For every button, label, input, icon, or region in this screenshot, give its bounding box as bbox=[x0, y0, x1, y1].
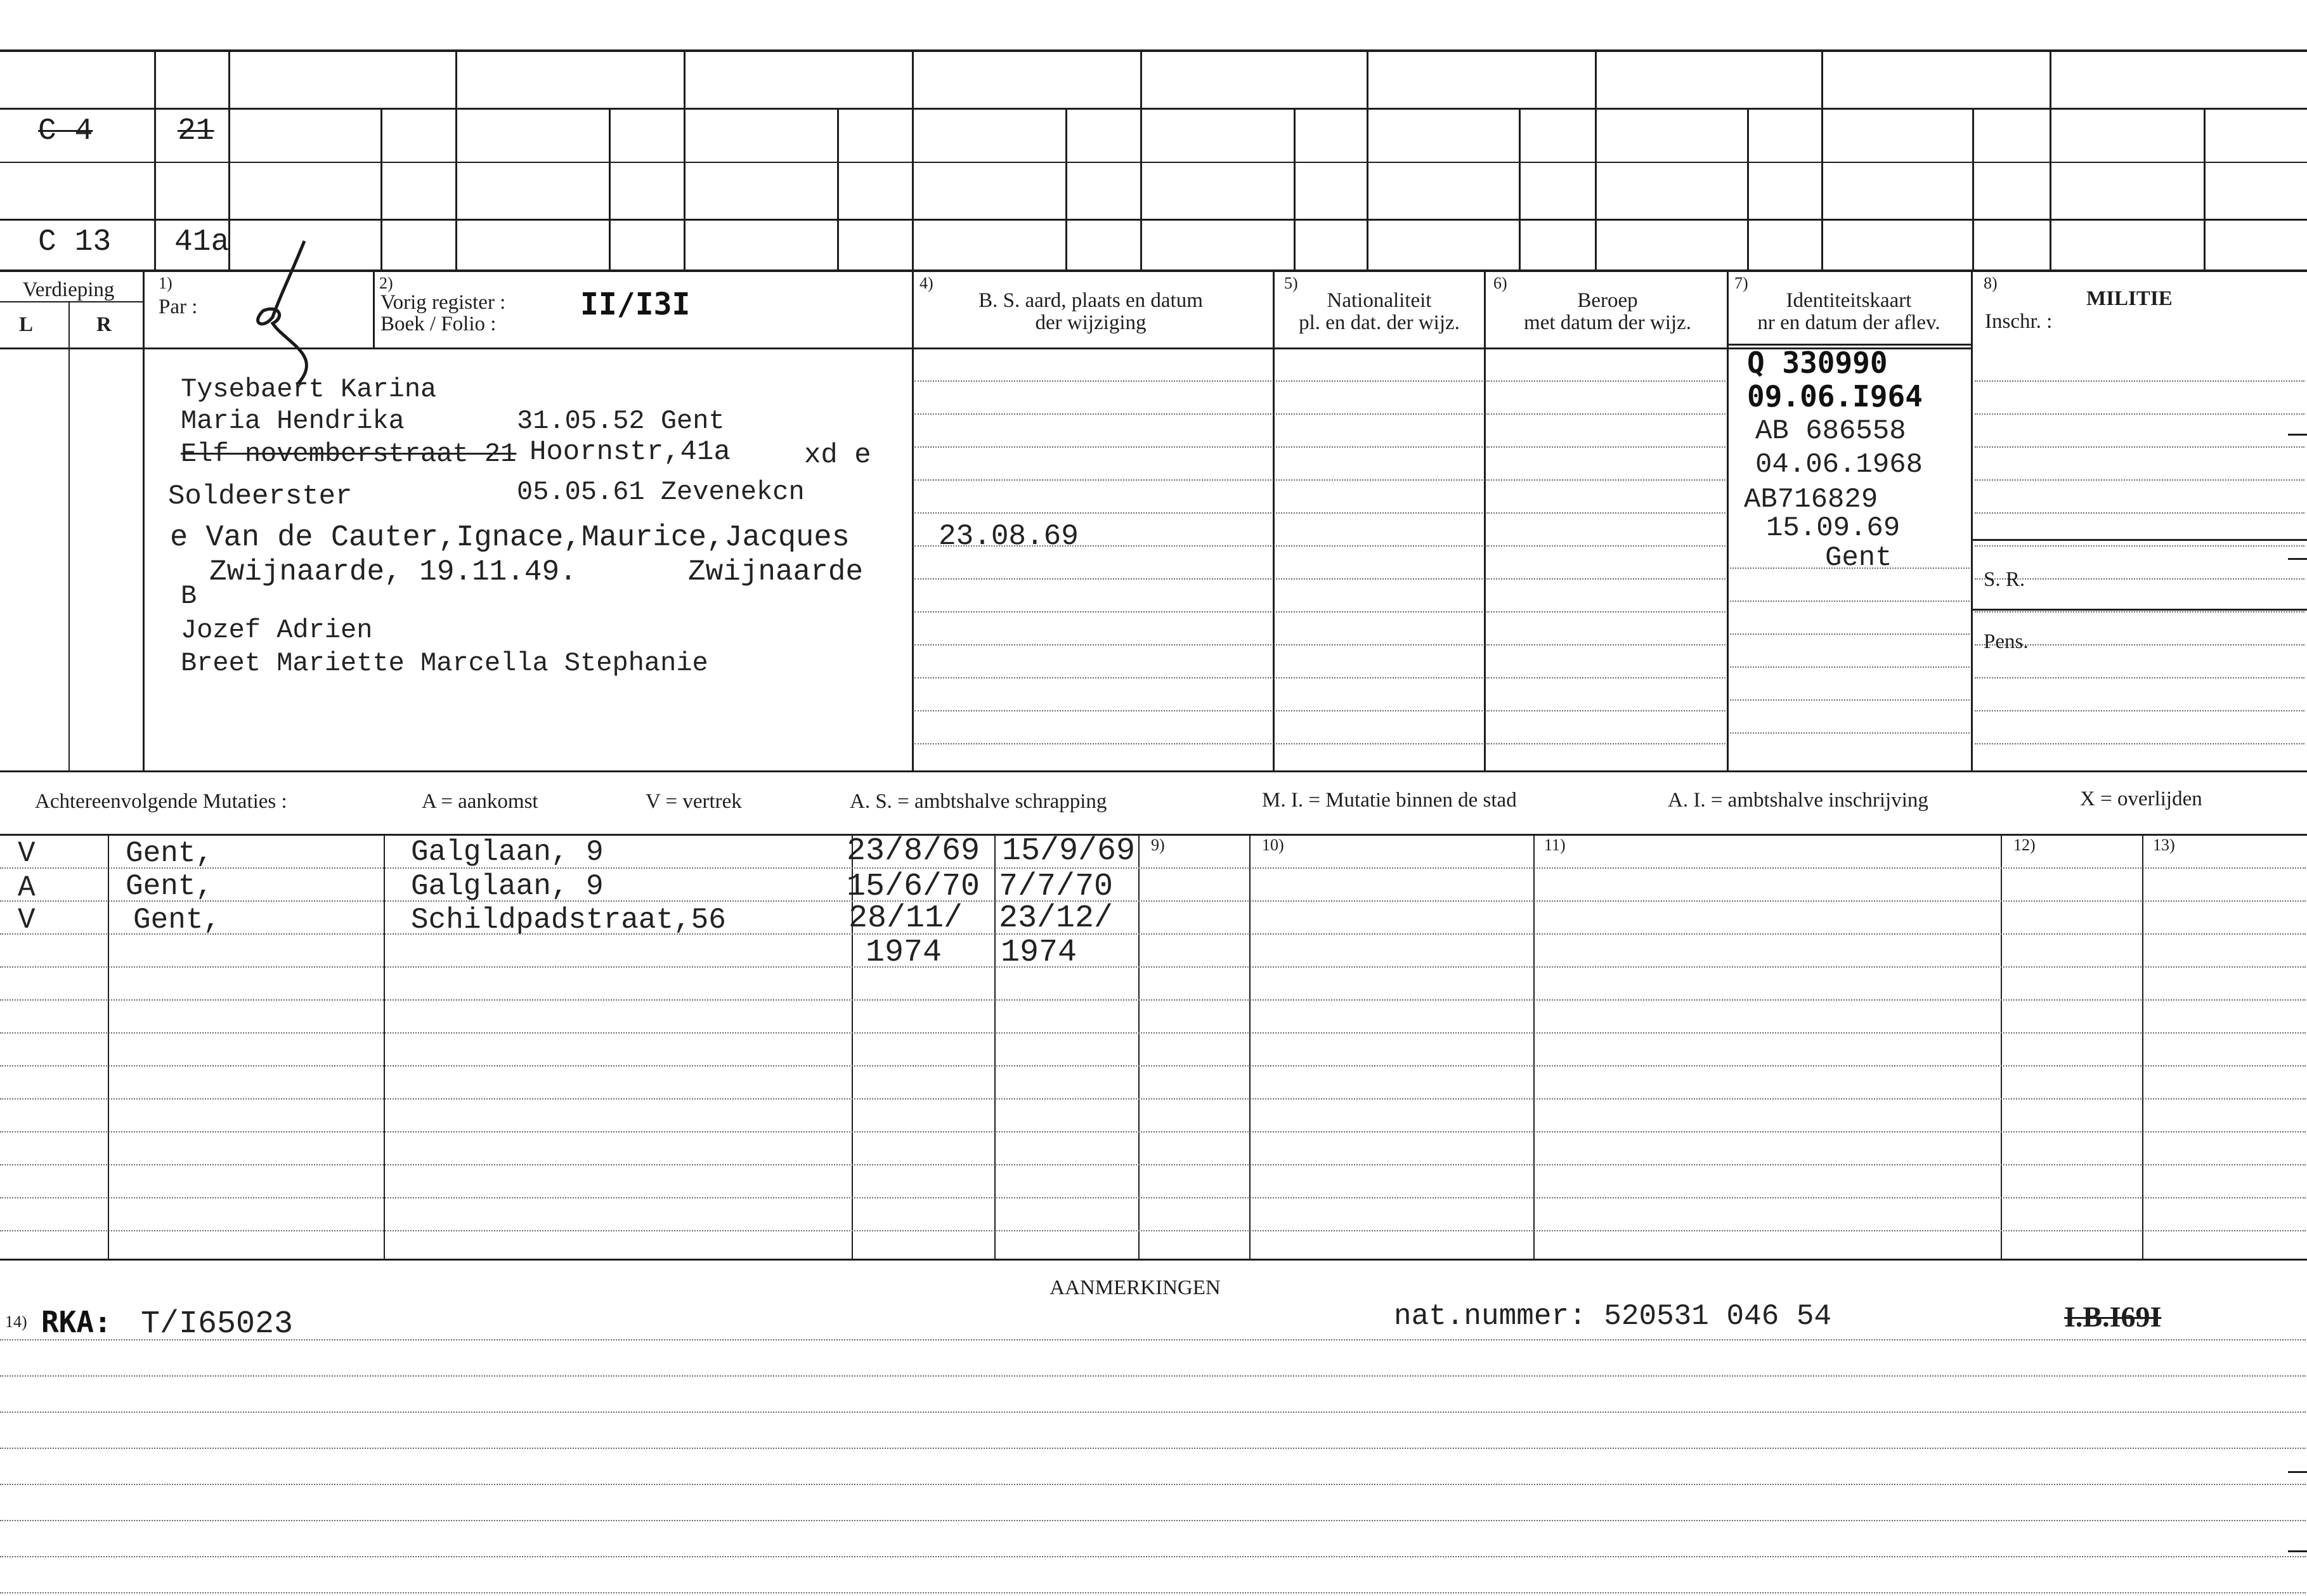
dotted-rule bbox=[1486, 710, 1725, 711]
code-row1-col1: C 4 bbox=[38, 114, 93, 148]
dotted-rule bbox=[1486, 545, 1725, 547]
dotted-rule bbox=[914, 380, 1271, 382]
bs-entry: 23.08.69 bbox=[939, 520, 1079, 553]
person-given-names: Maria Hendrika bbox=[181, 406, 405, 436]
grid-vline bbox=[2050, 51, 2051, 269]
mutatie-city: Gent, bbox=[133, 904, 221, 937]
dotted-rule bbox=[0, 1230, 2306, 1231]
mutaties-vline bbox=[2001, 834, 2002, 1259]
militie-sr-line bbox=[1972, 539, 2307, 541]
col-divider bbox=[1273, 271, 1275, 770]
grid-vline bbox=[1065, 108, 1067, 269]
legend-ambtshalve-schrapping: A. S. = ambtshalve schrapping bbox=[850, 790, 1107, 813]
edge-tick bbox=[2288, 1471, 2307, 1473]
aanmerkingen-number: 14) bbox=[5, 1313, 27, 1331]
dotted-rule bbox=[1486, 743, 1725, 744]
person-birth: 31.05.52 Gent bbox=[517, 406, 725, 436]
col7-number: 7) bbox=[1734, 274, 1748, 292]
dotted-rule bbox=[1276, 479, 1483, 481]
dotted-rule bbox=[1276, 644, 1483, 646]
dotted-rule bbox=[0, 1375, 2306, 1377]
dotted-rule bbox=[0, 1484, 2306, 1485]
par-scribble-mark bbox=[235, 235, 336, 393]
dotted-rule bbox=[1975, 710, 2304, 711]
legend-mutatie-stad: M. I. = Mutatie binnen de stad bbox=[1262, 789, 1517, 812]
bs-aard-line1: B. S. aard, plaats en datum bbox=[978, 289, 1203, 312]
dotted-rule bbox=[1486, 479, 1725, 481]
col5-number: 5) bbox=[1284, 274, 1298, 292]
dotted-rule bbox=[914, 611, 1271, 613]
mutatie-date2-year: 1974 bbox=[1001, 935, 1077, 971]
boek-folio-label: Boek / Folio : bbox=[380, 313, 497, 335]
dotted-rule bbox=[1276, 677, 1483, 678]
dotted-rule bbox=[1276, 380, 1483, 382]
col-divider bbox=[912, 271, 914, 770]
nationaliteit-line2: pl. en dat. der wijz. bbox=[1299, 311, 1460, 334]
occupation: Soldeerster bbox=[168, 481, 353, 512]
mutatie-type: V bbox=[18, 904, 36, 937]
dotted-rule bbox=[1730, 732, 1970, 734]
mutaties-title: Achtereenvolgende Mutaties : bbox=[35, 790, 287, 813]
mutatie-date2: 7/7/70 bbox=[999, 869, 1114, 905]
occupation-date: 05.05.61 Zevenekcn bbox=[517, 477, 805, 507]
vorig-register-value: II/I3I bbox=[580, 287, 691, 322]
grid-line bbox=[0, 108, 2307, 110]
father-name: Jozef Adrien bbox=[181, 615, 373, 646]
person-name: Tysebaert Karina bbox=[181, 374, 437, 405]
dotted-rule bbox=[0, 1411, 2306, 1413]
dotted-rule bbox=[1276, 446, 1483, 448]
col2-number: 2) bbox=[379, 274, 393, 292]
col-divider bbox=[143, 271, 145, 770]
identiteitskaart-line2: nr en datum der aflev. bbox=[1757, 311, 1940, 334]
mutaties-vline bbox=[2142, 834, 2143, 1259]
grid-vline bbox=[1367, 51, 1368, 269]
col-divider bbox=[1727, 271, 1729, 770]
dotted-rule bbox=[914, 512, 1271, 514]
grid-vline bbox=[684, 51, 686, 269]
grid-vline bbox=[609, 108, 611, 269]
nationaliteit-line1: Nationaliteit bbox=[1327, 289, 1432, 312]
dotted-rule bbox=[1975, 545, 2304, 547]
legend-overlijden: X = overlijden bbox=[2080, 788, 2202, 810]
dotted-rule bbox=[1276, 611, 1483, 613]
dotted-rule bbox=[1276, 545, 1483, 547]
spouse-town: Zwijnaarde bbox=[688, 555, 864, 588]
dotted-rule bbox=[0, 1592, 2306, 1593]
dotted-rule bbox=[0, 867, 2306, 869]
beroep-line1: Beroep bbox=[1577, 289, 1638, 312]
grid-vline bbox=[837, 108, 839, 269]
grid-line bbox=[0, 219, 2307, 221]
xd-e-mark: xd e bbox=[804, 439, 871, 471]
mutaties-col11-number: 11) bbox=[1544, 836, 1566, 854]
grid-line bbox=[0, 269, 2307, 272]
mutatie-city: Gent, bbox=[126, 870, 214, 903]
aanmerkingen-title: AANMERKINGEN bbox=[1050, 1276, 1221, 1299]
reference-code: I.B.I69I bbox=[2064, 1301, 2162, 1333]
dotted-rule bbox=[0, 999, 2306, 1001]
id-card-date: 15.09.69 bbox=[1766, 512, 1901, 544]
dotted-rule bbox=[914, 578, 1271, 580]
r-label: R bbox=[96, 313, 112, 336]
grid-vline bbox=[455, 51, 457, 269]
dotted-rule bbox=[0, 1065, 2306, 1067]
dotted-rule bbox=[914, 479, 1271, 481]
bs-aard-line2: der wijziging bbox=[1035, 311, 1147, 334]
code-row2-col2: 41a bbox=[174, 225, 230, 259]
mutatie-date1-year: 1974 bbox=[866, 935, 942, 971]
legend-vertrek: V = vertrek bbox=[646, 790, 742, 813]
grid-vline bbox=[1294, 108, 1296, 269]
dotted-rule bbox=[0, 1032, 2306, 1034]
b-mark: B bbox=[181, 581, 197, 611]
l-label: L bbox=[19, 313, 34, 336]
verdieping-label: Verdieping bbox=[22, 278, 115, 301]
mutaties-col10-number: 10) bbox=[1262, 836, 1284, 854]
mutatie-date1: 23/8/69 bbox=[847, 833, 980, 869]
beroep-line2: met datum der wijz. bbox=[1524, 311, 1691, 334]
dotted-rule bbox=[0, 1556, 2306, 1557]
identiteitskaart-line1: Identiteitskaart bbox=[1786, 289, 1912, 312]
mutaties-bottom-line bbox=[0, 1259, 2307, 1261]
dotted-rule bbox=[0, 900, 2306, 902]
dotted-rule bbox=[1486, 380, 1725, 382]
grid-vline bbox=[1821, 51, 1823, 269]
mother-name: Breet Mariette Marcella Stephanie bbox=[181, 648, 708, 678]
pens-label: Pens. bbox=[1984, 630, 2029, 653]
dotted-rule bbox=[1975, 446, 2304, 448]
dotted-rule bbox=[1975, 677, 2304, 678]
id-card-place: Gent bbox=[1825, 542, 1892, 574]
col8-number: 8) bbox=[1984, 274, 1998, 292]
dotted-rule bbox=[914, 677, 1271, 678]
new-address: Hoornstr,41a bbox=[530, 436, 731, 468]
code-row1-col2: 21 bbox=[178, 114, 214, 148]
mutatie-type: A bbox=[18, 871, 36, 904]
code-row2-col1: C 13 bbox=[38, 225, 112, 259]
dotted-rule bbox=[0, 1197, 2306, 1198]
dotted-rule bbox=[914, 710, 1271, 711]
grid-vline bbox=[1519, 108, 1521, 269]
dotted-rule bbox=[1486, 446, 1725, 448]
mutatie-date1: 28/11/ bbox=[848, 900, 963, 937]
dotted-rule bbox=[0, 1339, 2306, 1340]
grid-vline bbox=[912, 51, 914, 269]
dotted-rule bbox=[0, 1164, 2306, 1165]
dotted-rule bbox=[1276, 743, 1483, 744]
dotted-rule bbox=[1975, 479, 2304, 481]
dotted-rule bbox=[1975, 512, 2304, 514]
vorig-register-label: Vorig register : bbox=[380, 291, 506, 314]
mutatie-street: Galglaan, 9 bbox=[411, 836, 604, 869]
spouse: e Van de Cauter,Ignace,Maurice,Jacques bbox=[170, 521, 850, 555]
dotted-rule bbox=[1276, 710, 1483, 711]
id-card-date: 04.06.1968 bbox=[1755, 449, 1923, 481]
dotted-rule bbox=[1975, 743, 2304, 744]
mutaties-vline bbox=[1533, 834, 1535, 1259]
col4-number: 4) bbox=[920, 274, 933, 292]
lr-divider bbox=[68, 301, 70, 770]
dotted-rule bbox=[1975, 413, 2304, 415]
mutaties-col13-number: 13) bbox=[2153, 836, 2175, 854]
dotted-rule bbox=[914, 413, 1271, 415]
sr-label: S. R. bbox=[1984, 568, 2025, 591]
dotted-rule bbox=[914, 644, 1271, 646]
dotted-rule bbox=[0, 1098, 2306, 1100]
grid-vline bbox=[1140, 51, 1142, 269]
inschr-label: Inschr. : bbox=[1985, 310, 2053, 333]
mutaties-vline bbox=[384, 834, 385, 1259]
dotted-rule bbox=[1730, 600, 1970, 602]
dotted-rule bbox=[0, 966, 2306, 968]
rka-value: T/I65023 bbox=[141, 1306, 294, 1342]
grid-vline bbox=[1747, 108, 1749, 269]
dotted-rule bbox=[1276, 413, 1483, 415]
dotted-rule bbox=[0, 1131, 2306, 1132]
edge-tick bbox=[2288, 558, 2307, 560]
legend-aankomst: A = aankomst bbox=[422, 790, 538, 813]
dotted-rule bbox=[1730, 633, 1970, 635]
mutaties-vline bbox=[108, 834, 109, 1259]
mutaties-col12-number: 12) bbox=[2013, 836, 2036, 854]
militie-pens-line bbox=[1972, 609, 2307, 611]
edge-tick bbox=[2288, 434, 2307, 436]
dotted-rule bbox=[0, 1448, 2306, 1449]
dotted-rule bbox=[914, 446, 1271, 448]
dotted-rule bbox=[1276, 578, 1483, 580]
grid-line bbox=[0, 162, 2307, 163]
mutaties-vline bbox=[994, 834, 996, 1259]
col-divider bbox=[373, 271, 375, 347]
edge-tick bbox=[2288, 1550, 2307, 1552]
legend-ambtshalve-inschrijving: A. I. = ambtshalve inschrijving bbox=[1668, 789, 1928, 812]
mutaties-vline bbox=[1138, 834, 1140, 1259]
id-card-number: AB716829 bbox=[1744, 484, 1878, 516]
mutatie-street: Galglaan, 9 bbox=[411, 870, 604, 903]
dotted-rule bbox=[1486, 578, 1725, 580]
dotted-rule bbox=[1276, 512, 1483, 514]
col-divider bbox=[1484, 271, 1486, 770]
par-label: Par : bbox=[159, 295, 198, 318]
militie-label: MILITIE bbox=[2086, 287, 2173, 310]
id-card-number: AB 686558 bbox=[1755, 415, 1906, 447]
dotted-rule bbox=[1486, 512, 1725, 514]
top-border bbox=[0, 49, 2307, 52]
dotted-rule bbox=[0, 933, 2306, 935]
col1-number: 1) bbox=[159, 274, 172, 292]
col6-number: 6) bbox=[1493, 274, 1507, 292]
dotted-rule bbox=[914, 743, 1271, 744]
mutatie-date2: 15/9/69 bbox=[1002, 833, 1136, 869]
mutatie-date2: 23/12/ bbox=[999, 900, 1114, 937]
dotted-rule bbox=[1730, 699, 1970, 701]
old-address: Elf novemberstraat 21 bbox=[181, 439, 517, 469]
dotted-rule bbox=[1730, 666, 1970, 668]
nat-nummer: nat.nummer: 520531 046 54 bbox=[1394, 1300, 1832, 1333]
mutaties-col9-number: 9) bbox=[1151, 836, 1165, 854]
grid-vline bbox=[1595, 51, 1597, 269]
mutatie-street: Schildpadstraat,56 bbox=[411, 904, 726, 937]
grid-vline bbox=[2204, 108, 2206, 269]
grid-vline bbox=[380, 108, 382, 269]
dotted-rule bbox=[1975, 380, 2304, 382]
spouse-place: Zwijnaarde, 19.11.49. bbox=[209, 555, 577, 588]
dotted-rule bbox=[1486, 413, 1725, 415]
rka-label: RKA: bbox=[41, 1305, 112, 1339]
dotted-rule bbox=[1486, 611, 1725, 613]
mutatie-city: Gent, bbox=[126, 837, 214, 870]
dotted-rule bbox=[1975, 611, 2304, 613]
id-card-number: Q 330990 bbox=[1747, 346, 1888, 380]
dotted-rule bbox=[1486, 677, 1725, 678]
col-divider bbox=[1971, 271, 1973, 770]
grid-vline bbox=[154, 51, 156, 269]
mutatie-date1: 15/6/70 bbox=[847, 869, 980, 905]
grid-vline bbox=[1972, 108, 1974, 269]
dotted-rule bbox=[1486, 644, 1725, 646]
legend-top-line bbox=[0, 770, 2307, 772]
dotted-rule bbox=[0, 1520, 2306, 1521]
mutatie-type: V bbox=[18, 837, 36, 870]
id-card-date: 09.06.I964 bbox=[1747, 379, 1923, 413]
mutaties-vline bbox=[1249, 834, 1251, 1259]
